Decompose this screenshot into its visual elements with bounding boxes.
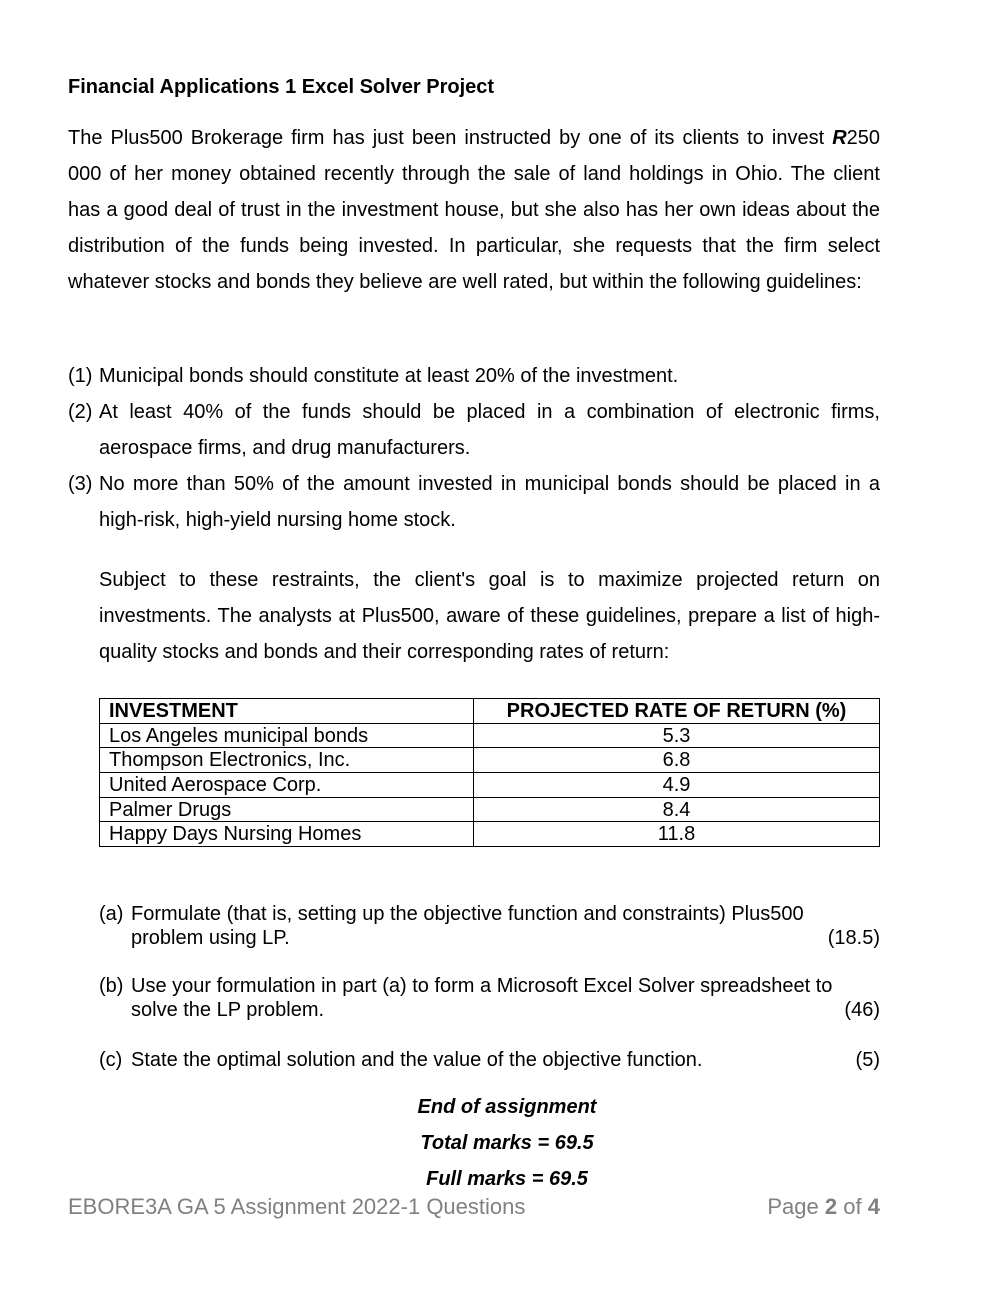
end-of-assignment: End of assignment [417, 1096, 597, 1118]
question-number: (b) [99, 975, 124, 997]
question-number: (c) [99, 1049, 123, 1071]
total-pages: 4 [867, 1194, 880, 1219]
return-rate: 6.8 [474, 748, 880, 773]
total-marks: Total marks = 69.5 [420, 1132, 594, 1154]
header-investment: INVESTMENT [100, 699, 474, 724]
header-return: PROJECTED RATE OF RETURN (%) [474, 699, 880, 724]
investment-name: Los Angeles municipal bonds [100, 723, 474, 748]
guideline-text: No more than 50% of the amount invested in municipal bonds should be placed in a high-risk, high-yield nursing home stock. [99, 473, 880, 531]
return-rate: 4.9 [474, 773, 880, 798]
guideline-number: (3) [68, 473, 93, 495]
footer-document-id: EBORE3A GA 5 Assignment 2022-1 Questions [68, 1194, 526, 1219]
question-text: State the optimal solution and the value of the objective function. [131, 1049, 703, 1071]
question-c [99, 1048, 880, 1072]
investment-name: Palmer Drugs [100, 797, 474, 822]
guideline-item [68, 358, 880, 394]
subject-paragraph: Subject to these restraints, the client's goal is to maximize projected return on investments. The analysts at Plus500, aware of these guidelines, prepare a list of high-quality stocks and bonds and their corresponding rates of return: [99, 569, 880, 663]
question-marks: (46) [844, 999, 880, 1021]
question-text-cont: solve the LP problem. [131, 999, 325, 1021]
table-row [100, 723, 880, 748]
question-text-cont: problem using LP. [131, 927, 290, 949]
guideline-number: (1) [68, 365, 93, 387]
intro-paragraph [68, 120, 880, 300]
table-row [100, 748, 880, 773]
page-word: Page [767, 1194, 819, 1219]
full-marks: Full marks = 69.5 [426, 1168, 588, 1190]
guideline-text: At least 40% of the funds should be placed in a combination of electronic firms, aerospace firms, and drug manufacturers. [99, 401, 880, 459]
investment-name: Happy Days Nursing Homes [100, 822, 474, 847]
intro-body: 250 000 of her money obtained recently through the sale of land holdings in Ohio. The client has a good deal of trust in the investment house, but she also has her own ideas about the distribution of the funds being invested. In particular, she requests that the firm select whatever stocks and bonds they believe are well rated, but within the following guidelines: [68, 127, 881, 293]
guideline-text: Municipal bonds should constitute at least 20% of the investment. [99, 365, 679, 387]
table-row [100, 797, 880, 822]
footer-page-number [767, 1194, 880, 1220]
question-text: Use your formulation in part (a) to form a Microsoft Excel Solver spreadsheet to [131, 975, 833, 997]
question-b [99, 974, 880, 1022]
question-marks: (5) [855, 1049, 880, 1071]
guideline-number: (2) [68, 401, 93, 423]
investment-table [99, 698, 880, 847]
question-marks: (18.5) [827, 927, 880, 949]
intro-lead: The Plus500 Brokerage firm has just been instructed by one of its clients to invest [68, 127, 825, 149]
table-row [100, 773, 880, 798]
of-word: of [843, 1194, 862, 1219]
return-rate: 5.3 [474, 723, 880, 748]
guideline-item [68, 466, 880, 538]
investment-name: United Aerospace Corp. [100, 773, 474, 798]
currency-symbol: R [832, 127, 847, 149]
question-text: Formulate (that is, setting up the objective function and constraints) Plus500 [131, 903, 804, 925]
current-page: 2 [824, 1194, 838, 1219]
guideline-item [68, 394, 880, 466]
guidelines-list [68, 358, 880, 538]
investment-name: Thompson Electronics, Inc. [100, 748, 474, 773]
table-header-row [100, 699, 880, 724]
return-rate: 8.4 [474, 797, 880, 822]
question-number: (a) [99, 903, 124, 925]
document-title: Financial Applications 1 Excel Solver Project [68, 76, 495, 98]
question-a [99, 902, 880, 950]
table-row [100, 822, 880, 847]
return-rate: 11.8 [474, 822, 880, 847]
